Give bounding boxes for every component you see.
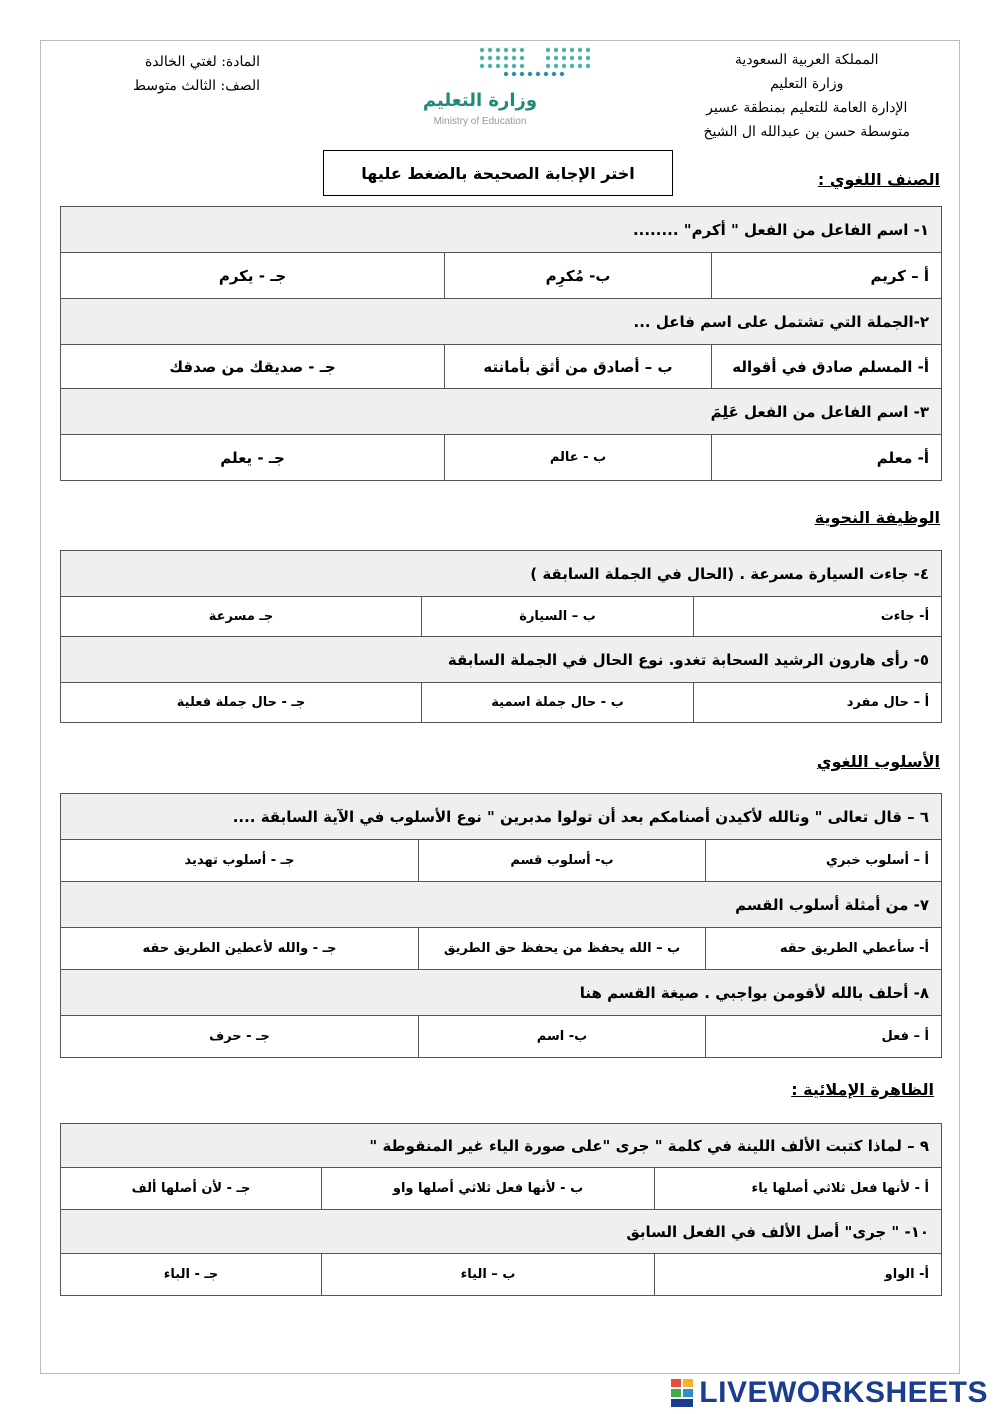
header-school-info	[704, 48, 910, 144]
option-b[interactable]: ب – الله يحفظ من يحفظ حق الطريق	[419, 928, 706, 970]
option-a[interactable]: أ – أسلوب خبري	[706, 840, 942, 882]
option-c[interactable]: جـ - صديقك من صدقك	[61, 345, 445, 389]
option-b[interactable]: ب- اسم	[419, 1016, 706, 1058]
questions-table-2	[60, 550, 942, 723]
question-text: ٨- أحلف بالله لأقومن بواجبي . صيغة القسم هنا	[61, 970, 942, 1016]
option-a[interactable]: أ – فعل	[706, 1016, 942, 1058]
option-c[interactable]: جـ - حال جملة فعلية	[61, 683, 422, 723]
answer-row	[61, 1168, 942, 1210]
option-c[interactable]: جـ - يكرم	[61, 253, 445, 299]
question-text: ١٠- " جرى" أصل الألف في الفعل السابق	[61, 1210, 942, 1254]
question-text: ٩ – لماذا كتبت الألف اللينة في كلمة " جرى "على صورة الياء غير المنقوطة "	[61, 1124, 942, 1168]
question-row	[61, 1124, 942, 1168]
option-a[interactable]: أ- سأعطي الطريق حقه	[706, 928, 942, 970]
option-a[interactable]: أ – حال مفرد	[694, 683, 942, 723]
liveworksheets-logo	[671, 1376, 988, 1410]
questions-table-3	[60, 793, 942, 1058]
option-a[interactable]: أ- معلم	[712, 435, 942, 481]
liveworksheets-text: LIVEWORKSHEETS	[699, 1376, 988, 1409]
section-title-linguistic-class: الصنف اللغوي :	[817, 170, 940, 189]
question-row	[61, 299, 942, 345]
answer-row	[61, 597, 942, 637]
header-line-directorate: الإدارة العامة للتعليم بمنطقة عسير	[706, 100, 908, 116]
option-c[interactable]: جـ - والله لأعطين الطريق حقه	[61, 928, 419, 970]
question-text: ٥- رأى هارون الرشيد السحابة تغدو. نوع الحال في الجملة السابقة	[61, 637, 942, 683]
questions-table-1	[60, 206, 942, 481]
option-b[interactable]: ب – الياء	[322, 1254, 655, 1296]
header-grade: الصف: الثالث متوسط	[132, 78, 260, 94]
option-b[interactable]: ب – السيارة	[422, 597, 694, 637]
answer-row	[61, 683, 942, 723]
section-title-grammar: الوظيفة النحوية	[814, 508, 940, 527]
answer-row	[61, 253, 942, 299]
option-b[interactable]: ب - حال جملة اسمية	[422, 683, 694, 723]
question-row	[61, 882, 942, 928]
option-b[interactable]: ب- أسلوب قسم	[419, 840, 706, 882]
option-c[interactable]: جـ - أسلوب تهديد	[61, 840, 419, 882]
question-row	[61, 637, 942, 683]
answer-row	[61, 840, 942, 882]
option-b[interactable]: ب- مُكرِم	[445, 253, 712, 299]
header-subject: المادة: لغتي الخالدة	[144, 54, 260, 70]
option-c[interactable]: جـ - حرف	[61, 1016, 419, 1058]
answer-row	[61, 435, 942, 481]
header-line-school: متوسطة حسن بن عبدالله ال الشيخ	[703, 124, 910, 140]
question-text: ٦ – قال تعالى " وتالله لأكيدن أصنامكم بعد أن تولوا مدبرين " نوع الأسلوب في الآية السابقة ....	[61, 794, 942, 840]
question-text: ٣- اسم الفاعل من الفعل عَلِمَ	[61, 389, 942, 435]
answer-row	[61, 928, 942, 970]
answer-row	[61, 1016, 942, 1058]
header-line-ministry: وزارة التعليم	[770, 76, 844, 92]
option-a[interactable]: أ - لأنها فعل ثلاثي أصلها ياء	[655, 1168, 942, 1210]
liveworksheets-icon	[671, 1379, 693, 1407]
section-title-spelling: الظاهرة الإملائية :	[791, 1080, 934, 1099]
question-row	[61, 207, 942, 253]
option-c[interactable]: جـ مسرعة	[61, 597, 422, 637]
option-c[interactable]: جـ - يعلم	[61, 435, 445, 481]
logo-english-text: Ministry of Education	[433, 116, 527, 127]
header-subject-info	[100, 50, 260, 98]
question-row	[61, 389, 942, 435]
question-text: ٢-الجملة التي تشتمل على اسم فاعل ...	[61, 299, 942, 345]
section-title-style: الأسلوب اللغوي	[816, 752, 940, 771]
option-c[interactable]: جـ - لأن أصلها ألف	[61, 1168, 322, 1210]
question-text: ٤- جاءت السيارة مسرعة . (الحال في الجملة السابقة )	[61, 551, 942, 597]
option-a[interactable]: أ- جاءت	[694, 597, 942, 637]
option-a[interactable]: أ – كريم	[712, 253, 942, 299]
question-text: ٧- من أمثلة أسلوب القسم	[61, 882, 942, 928]
option-b[interactable]: ب - لأنها فعل ثلاثي أصلها واو	[322, 1168, 655, 1210]
header-line-kingdom: المملكة العربية السعودية	[734, 52, 879, 68]
ministry-logo	[420, 44, 600, 134]
question-row	[61, 970, 942, 1016]
question-row	[61, 794, 942, 840]
answer-row	[61, 1254, 942, 1296]
option-a[interactable]: أ- الواو	[655, 1254, 942, 1296]
questions-table-4	[60, 1123, 942, 1296]
answer-row	[61, 345, 942, 389]
option-c[interactable]: جـ - الباء	[61, 1254, 322, 1296]
instruction-box: اختر الإجابة الصحيحة بالضغط عليها	[323, 150, 673, 196]
option-b[interactable]: ب – أصادق من أثق بأمانته	[445, 345, 712, 389]
option-b[interactable]: ب - عالم	[445, 435, 712, 481]
question-row	[61, 551, 942, 597]
question-text: ١- اسم الفاعل من الفعل " أكرم" ........	[61, 207, 942, 253]
logo-arabic-text: وزارة التعليم	[422, 90, 538, 111]
question-row	[61, 1210, 942, 1254]
option-a[interactable]: أ- المسلم صادق في أقواله	[712, 345, 942, 389]
